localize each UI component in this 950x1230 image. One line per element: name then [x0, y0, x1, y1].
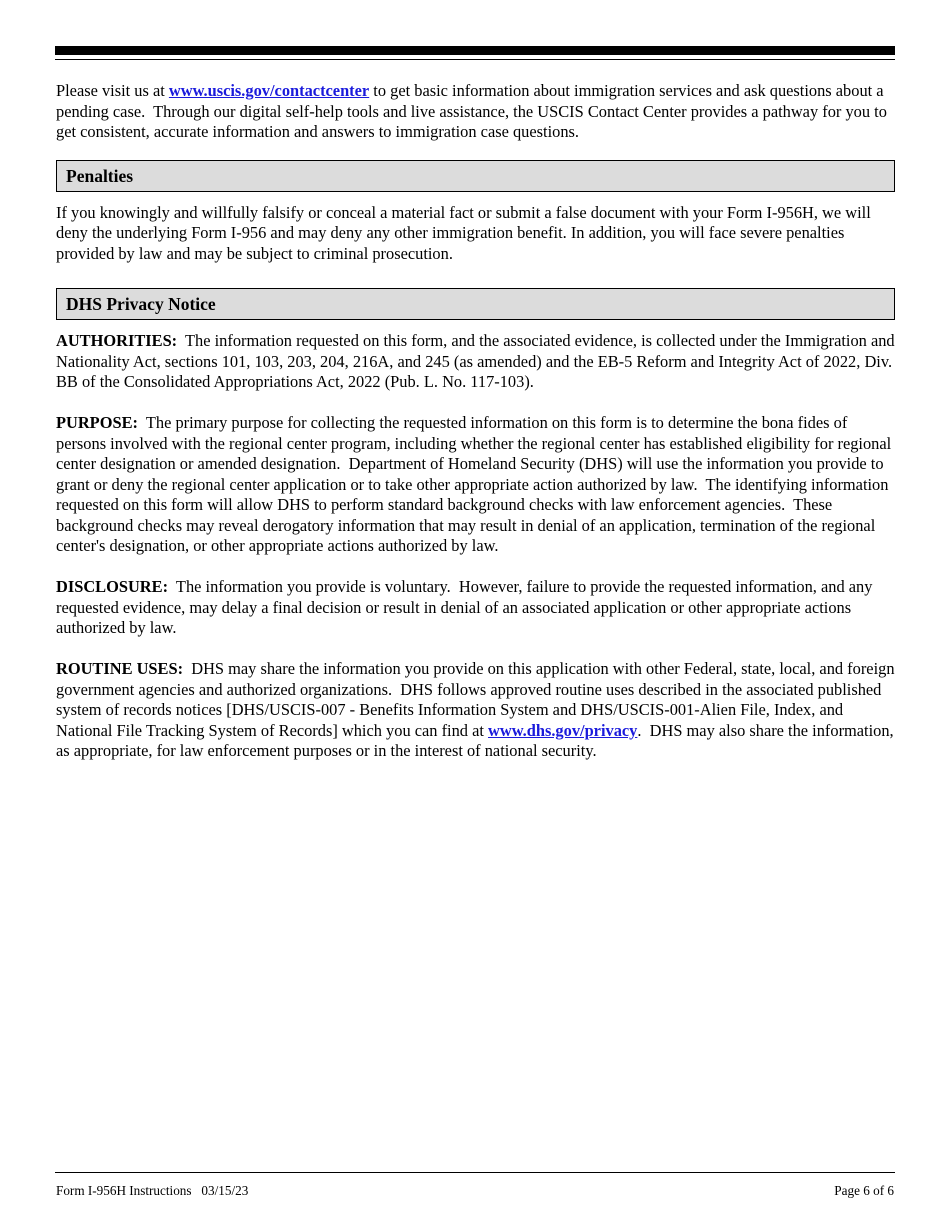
routine-uses-paragraph: [56, 659, 899, 762]
purpose-paragraph: [56, 413, 896, 557]
routine-uses-label: ROUTINE USES:: [56, 659, 184, 678]
penalties-paragraph: If you knowingly and willfully falsify or conceal a material fact or submit a false document with your Form I-956H, we will deny the underlying Form I-956 and may deny any other immigration benefit. In addition, you will face severe penalties provided by law and may be subject to criminal prosecution.: [56, 202, 871, 263]
page-content: [56, 81, 899, 762]
purpose-text: The primary purpose for collecting the requested information on this form is to determine the bona fides of persons involved with the regional center program, including whether the regional center has established eligibility for regional center designation or amended designation. Department of Homeland Security (DHS) will use the information you provide to grant or deny the regional center application or to take other appropriate action authorized by law. The identifying information requested on this form will allow DHS to perform standard background checks with law enforcement agencies. These background checks may reveal derogatory information that may result in denial of an application, termination of the regional center's designation, or other appropriate actions authorized by law.: [56, 413, 896, 555]
authorities-text: The information requested on this form, and the associated evidence, is collected under the Immigration and Nationality Act, sections 101, 103, 203, 204, 216A, and 245 (as amended) and the EB-5 Reform and Integrity Act of 2022, Div. BB of the Consolidated Appropriations Act, 2022 (Pub. L. No. 117-103).: [56, 331, 899, 391]
contact-center-paragraph: [56, 81, 896, 143]
routine-uses-text-end: . DHS may also share the information, as appropriate, for law enforcement purposes or in the interest of national security.: [56, 720, 898, 760]
purpose-label: PURPOSE:: [56, 413, 138, 432]
footer-form-name: Form I-956H Instructions 03/15/23: [56, 1183, 249, 1198]
authorities-label: AUTHORITIES:: [56, 331, 178, 350]
top-thick-rule: [55, 46, 895, 55]
authorities-paragraph: [56, 331, 899, 393]
intro-text-after: to get basic information about immigration services and ask questions about a pending case. Through our digital self-help tools and live assistance, the USCIS Contact Center provides a pathway for you to get consistent, accurate information and answers to immigration case questions.: [56, 81, 891, 141]
intro-text-before: Please visit us at: [56, 81, 169, 100]
privacy-notice-heading: DHS Privacy Notice: [56, 288, 895, 320]
penalties-heading: Penalties: [56, 160, 895, 192]
top-thin-rule: [55, 59, 895, 60]
footer-page-number: Page 6 of 6: [834, 1183, 894, 1198]
disclosure-text: The information you provide is voluntary. However, failure to provide the requested information, and any requested evidence, may delay a final decision or result in denial of an associated application or other appropriate actions authorized by law.: [56, 577, 877, 637]
disclosure-paragraph: [56, 577, 896, 639]
contact-center-link[interactable]: www.uscis.gov/contactcenter: [168, 81, 370, 100]
routine-uses-text: DHS may share the information you provide on this application with other Federal, state, local, and foreign government agencies and authorized organizations. DHS follows approved routine uses described in the associated published system of records notices [DHS/USCIS-007 - Benefits Information System and DHS/USCIS-001-Alien File, Index, and National File Tracking System of Records] which you can find at: [56, 659, 899, 740]
disclosure-label: DISCLOSURE:: [56, 577, 169, 596]
dhs-privacy-link[interactable]: www.dhs.gov/privacy: [488, 720, 638, 740]
footer-rule: [55, 1172, 895, 1173]
